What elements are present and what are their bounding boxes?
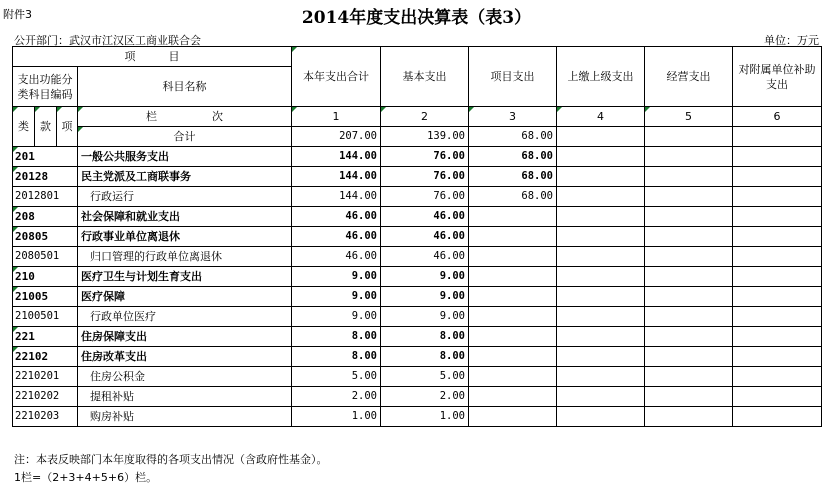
col-number-4: 4 xyxy=(557,107,645,127)
row-value xyxy=(645,167,733,187)
row-value xyxy=(645,407,733,427)
row-code: 210 xyxy=(13,267,78,287)
row-value: 8.00 xyxy=(381,347,469,367)
row-value: 46.00 xyxy=(292,207,381,227)
total-value xyxy=(733,127,822,147)
table-row xyxy=(13,287,822,307)
col-number-2: 2 xyxy=(381,107,469,127)
department-label: 公开部门：武汉市江汉区工商业联合会 xyxy=(14,34,201,47)
lanci-header: 栏 次 xyxy=(78,107,292,127)
row-value xyxy=(733,407,822,427)
row-value: 8.00 xyxy=(381,327,469,347)
row-value xyxy=(557,287,645,307)
col-header-remit: 上缴上级支出 xyxy=(557,47,645,107)
expenditure-table xyxy=(12,46,822,427)
row-value xyxy=(733,207,822,227)
row-value: 76.00 xyxy=(381,147,469,167)
code-label-header: 支出功能分类科目编码 xyxy=(13,67,78,107)
row-value xyxy=(645,207,733,227)
row-code: 20805 xyxy=(13,227,78,247)
row-value xyxy=(645,347,733,367)
row-value xyxy=(733,287,822,307)
row-value xyxy=(645,147,733,167)
col-number-1: 1 xyxy=(292,107,381,127)
row-value: 68.00 xyxy=(469,167,557,187)
table-row xyxy=(13,307,822,327)
row-value: 68.00 xyxy=(469,147,557,167)
row-value: 144.00 xyxy=(292,167,381,187)
row-name: 提租补贴 xyxy=(78,387,292,407)
row-value xyxy=(469,227,557,247)
row-code: 2210203 xyxy=(13,407,78,427)
row-value: 46.00 xyxy=(381,207,469,227)
table-row xyxy=(13,347,822,367)
table-row xyxy=(13,147,822,167)
table-row xyxy=(13,367,822,387)
row-value xyxy=(469,387,557,407)
table-row xyxy=(13,207,822,227)
row-value xyxy=(733,327,822,347)
row-name: 购房补贴 xyxy=(78,407,292,427)
total-value xyxy=(645,127,733,147)
col-number-5: 5 xyxy=(645,107,733,127)
total-value xyxy=(557,127,645,147)
row-value: 5.00 xyxy=(292,367,381,387)
row-code: 208 xyxy=(13,207,78,227)
row-value xyxy=(557,267,645,287)
row-value xyxy=(557,227,645,247)
row-value xyxy=(733,367,822,387)
row-code: 20128 xyxy=(13,167,78,187)
row-value: 9.00 xyxy=(381,307,469,327)
total-value: 139.00 xyxy=(381,127,469,147)
row-value: 46.00 xyxy=(292,247,381,267)
row-value xyxy=(557,367,645,387)
row-value: 9.00 xyxy=(292,287,381,307)
row-value xyxy=(469,267,557,287)
row-value xyxy=(469,407,557,427)
col-header-basic: 基本支出 xyxy=(381,47,469,107)
row-value: 46.00 xyxy=(381,227,469,247)
note-line-2: 1栏=（2+3+4+5+6）栏。 xyxy=(14,471,158,484)
kuan-header: 款 xyxy=(35,107,57,147)
row-code: 2210202 xyxy=(13,387,78,407)
row-code: 21005 xyxy=(13,287,78,307)
row-name: 医疗保障 xyxy=(78,287,292,307)
row-value xyxy=(469,367,557,387)
row-value: 8.00 xyxy=(292,347,381,367)
row-value: 9.00 xyxy=(292,267,381,287)
row-value xyxy=(469,247,557,267)
row-name: 行政单位医疗 xyxy=(78,307,292,327)
row-name: 行政运行 xyxy=(78,187,292,207)
total-value: 68.00 xyxy=(469,127,557,147)
page-title: 2014年度支出决算表（表3） xyxy=(301,8,532,28)
row-value: 2.00 xyxy=(381,387,469,407)
row-value xyxy=(557,147,645,167)
row-value xyxy=(645,327,733,347)
row-code: 221 xyxy=(13,327,78,347)
row-code: 22102 xyxy=(13,347,78,367)
row-name: 住房公积金 xyxy=(78,367,292,387)
row-name: 社会保障和就业支出 xyxy=(78,207,292,227)
row-value xyxy=(469,287,557,307)
row-value xyxy=(733,227,822,247)
row-value xyxy=(733,267,822,287)
row-value: 68.00 xyxy=(469,187,557,207)
table-row xyxy=(13,387,822,407)
table-row xyxy=(13,167,822,187)
row-value xyxy=(645,247,733,267)
row-name: 民主党派及工商联事务 xyxy=(78,167,292,187)
row-value xyxy=(557,187,645,207)
row-value xyxy=(645,387,733,407)
row-name: 归口管理的行政单位离退休 xyxy=(78,247,292,267)
row-name: 住房保障支出 xyxy=(78,327,292,347)
row-value: 1.00 xyxy=(292,407,381,427)
row-code: 201 xyxy=(13,147,78,167)
col-header-subsidy: 对附属单位补助支出 xyxy=(733,47,822,107)
note-line-1: 注：本表反映部门本年度取得的各项支出情况（含政府性基金）。 xyxy=(14,453,328,466)
row-code: 2080501 xyxy=(13,247,78,267)
row-code: 2210201 xyxy=(13,367,78,387)
table-row xyxy=(13,267,822,287)
row-value xyxy=(557,347,645,367)
row-name: 住房改革支出 xyxy=(78,347,292,367)
row-value: 76.00 xyxy=(381,187,469,207)
row-value xyxy=(557,307,645,327)
row-value: 76.00 xyxy=(381,167,469,187)
row-value xyxy=(557,247,645,267)
row-value xyxy=(645,227,733,247)
row-value xyxy=(469,347,557,367)
row-value xyxy=(557,407,645,427)
row-value: 9.00 xyxy=(292,307,381,327)
row-code: 2100501 xyxy=(13,307,78,327)
table-row xyxy=(13,247,822,267)
row-value xyxy=(645,367,733,387)
row-value: 5.00 xyxy=(381,367,469,387)
row-value: 2.00 xyxy=(292,387,381,407)
table-row xyxy=(13,227,822,247)
row-value xyxy=(557,167,645,187)
table-row xyxy=(13,187,822,207)
row-value: 8.00 xyxy=(292,327,381,347)
row-value xyxy=(645,267,733,287)
item-group-header: 项 目 xyxy=(13,47,292,67)
row-value xyxy=(557,387,645,407)
col-number-6: 6 xyxy=(733,107,822,127)
row-value xyxy=(557,207,645,227)
row-value: 46.00 xyxy=(381,247,469,267)
row-value xyxy=(645,187,733,207)
row-value xyxy=(733,167,822,187)
row-name: 一般公共服务支出 xyxy=(78,147,292,167)
row-value xyxy=(469,207,557,227)
lei-header: 类 xyxy=(13,107,35,147)
row-code: 2012801 xyxy=(13,187,78,207)
col-number-3: 3 xyxy=(469,107,557,127)
row-value: 9.00 xyxy=(381,267,469,287)
row-value xyxy=(469,307,557,327)
table-row xyxy=(13,407,822,427)
row-name: 行政事业单位离退休 xyxy=(78,227,292,247)
row-value: 144.00 xyxy=(292,147,381,167)
col-header-project: 项目支出 xyxy=(469,47,557,107)
table-row xyxy=(13,327,822,347)
row-value xyxy=(557,327,645,347)
total-value: 207.00 xyxy=(292,127,381,147)
col-header-business: 经营支出 xyxy=(645,47,733,107)
attachment-label: 附件3 xyxy=(3,8,32,21)
row-value: 9.00 xyxy=(381,287,469,307)
row-value xyxy=(733,387,822,407)
row-value xyxy=(733,347,822,367)
col-header-total: 本年支出合计 xyxy=(292,47,381,107)
row-value xyxy=(733,187,822,207)
row-value xyxy=(469,327,557,347)
row-value xyxy=(645,287,733,307)
row-value: 144.00 xyxy=(292,187,381,207)
row-name: 医疗卫生与计划生育支出 xyxy=(78,267,292,287)
row-value: 1.00 xyxy=(381,407,469,427)
name-label-header: 科目名称 xyxy=(78,67,292,107)
header-row-item xyxy=(13,47,822,67)
total-label: 合计 xyxy=(78,127,292,147)
row-value xyxy=(645,307,733,327)
row-value xyxy=(733,247,822,267)
row-value xyxy=(733,307,822,327)
xiang-header: 项 xyxy=(57,107,78,147)
row-value: 46.00 xyxy=(292,227,381,247)
row-value xyxy=(733,147,822,167)
unit-label: 单位：万元 xyxy=(764,34,819,47)
